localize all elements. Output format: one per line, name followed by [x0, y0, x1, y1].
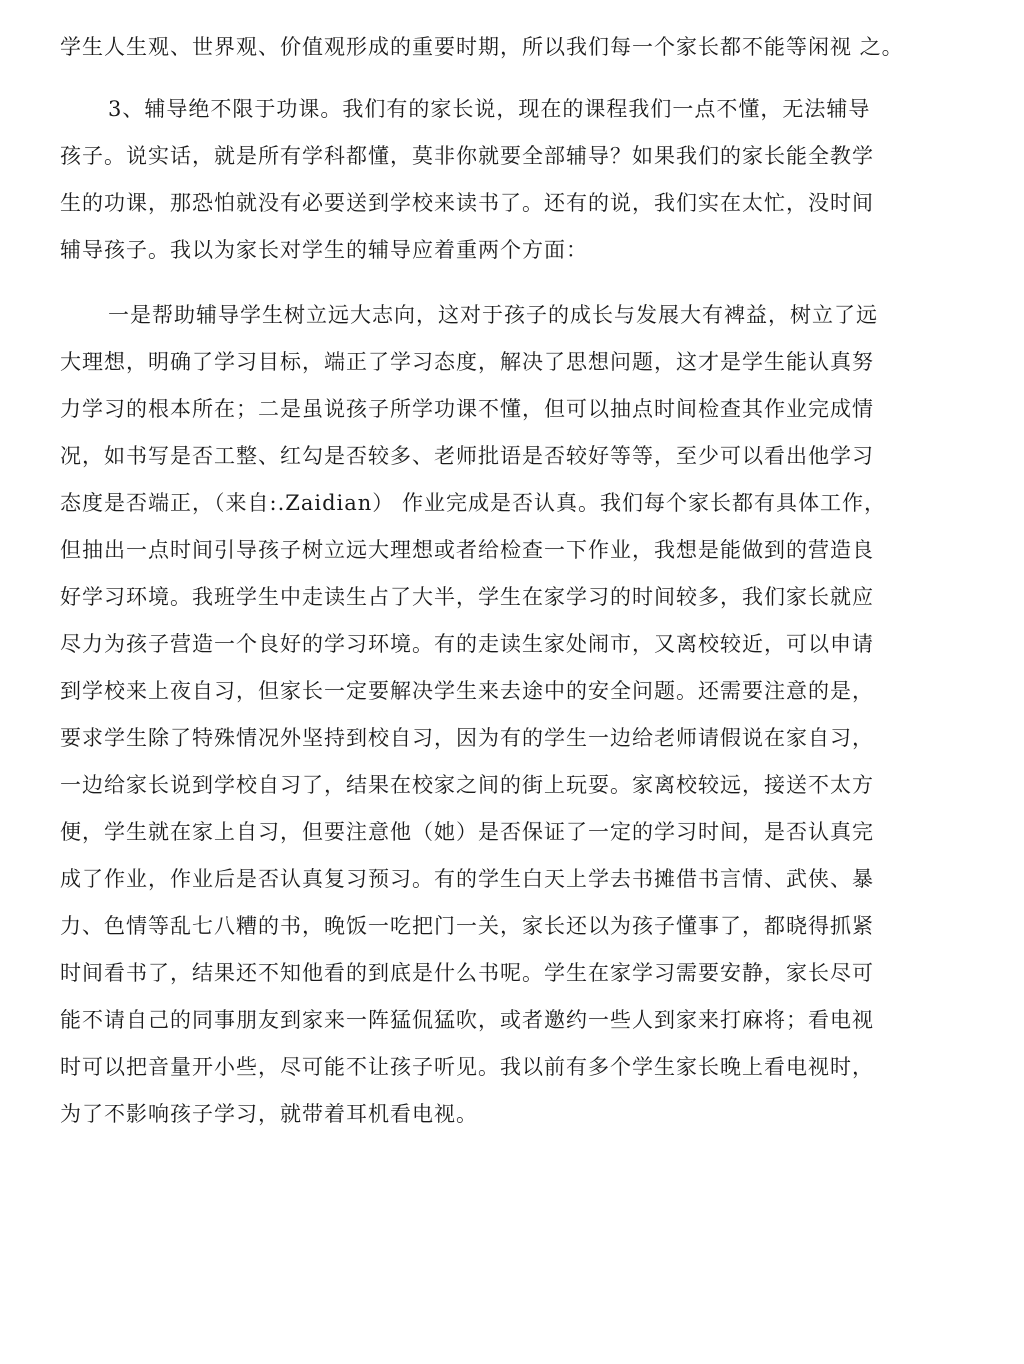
text-line: 况，如书写是否工整、红勾是否较多、老师批语是否较好等等，至少可以看出他学习 — [60, 444, 874, 468]
text-line: 态度是否端正，（来自:.Zaidian） 作业完成是否认真。我们每个家长都有具体工作， — [60, 491, 886, 515]
text-line: 时可以把音量开小些，尽可能不让孩子听见。我以前有多个学生家长晚上看电视时， — [60, 1055, 874, 1079]
text-line: 但抽出一点时间引导孩子树立远大理想或者给检查一下作业，我想是能做到的营造良 — [60, 538, 874, 562]
text-line: 生的功课，那恐怕就没有必要送到学校来读书了。还有的说，我们实在太忙，没时间 — [60, 191, 874, 215]
text-line: 辅导孩子。我以为家长对学生的辅导应着重两个方面： — [60, 238, 588, 262]
text-line: 为了不影响孩子学习，就带着耳机看电视。 — [60, 1102, 478, 1126]
text-line: 便，学生就在家上自习，但要注意他（她）是否保证了一定的学习时间，是否认真完 — [60, 820, 874, 844]
text-line: 时间看书了，结果还不知他看的到底是什么书呢。学生在家学习需要安静，家长尽可 — [60, 961, 874, 985]
text-line: 尽力为孩子营造一个良好的学习环境。有的走读生家处闹市，又离校较近，可以申请 — [60, 632, 874, 656]
text-line: 力学习的根本所在；二是虽说孩子所学功课不懂，但可以抽点时间检查其作业完成情 — [60, 397, 874, 421]
text-line: 孩子。说实话，就是所有学科都懂，莫非你就要全部辅导？如果我们的家长能全教学 — [60, 144, 874, 168]
text-line: 要求学生除了特殊情况外坚持到校自习，因为有的学生一边给老师请假说在家自习， — [60, 726, 874, 750]
text-line: 能不请自己的同事朋友到家来一阵猛侃猛吹，或者邀约一些人到家来打麻将；看电视 — [60, 1008, 874, 1032]
text-line: 学生人生观、世界观、价值观形成的重要时期，所以我们每一个家长都不能等闲视 之。 — [60, 35, 904, 59]
text-line: 好学习环境。我班学生中走读生占了大半，学生在家学习的时间较多，我们家长就应 — [60, 585, 874, 609]
text-line: 3、辅导绝不限于功课。我们有的家长说，现在的课程我们一点不懂，无法辅导 — [108, 97, 871, 121]
text-line: 大理想，明确了学习目标，端正了学习态度，解决了思想问题，这才是学生能认真努 — [60, 350, 874, 374]
text-line: 一是帮助辅导学生树立远大志向，这对于孩子的成长与发展大有裨益，树立了远 — [108, 303, 878, 327]
text-line: 力、色情等乱七八糟的书，晚饭一吃把门一关，家长还以为孩子懂事了，都晓得抓紧 — [60, 914, 874, 938]
text-line: 成了作业，作业后是否认真复习预习。有的学生白天上学去书摊借书言情、武侠、暴 — [60, 867, 874, 891]
text-line: 到学校来上夜自习，但家长一定要解决学生来去途中的安全问题。还需要注意的是， — [60, 679, 874, 703]
text-line: 一边给家长说到学校自习了，结果在校家之间的街上玩耍。家离校较远，接送不太方 — [60, 773, 874, 797]
